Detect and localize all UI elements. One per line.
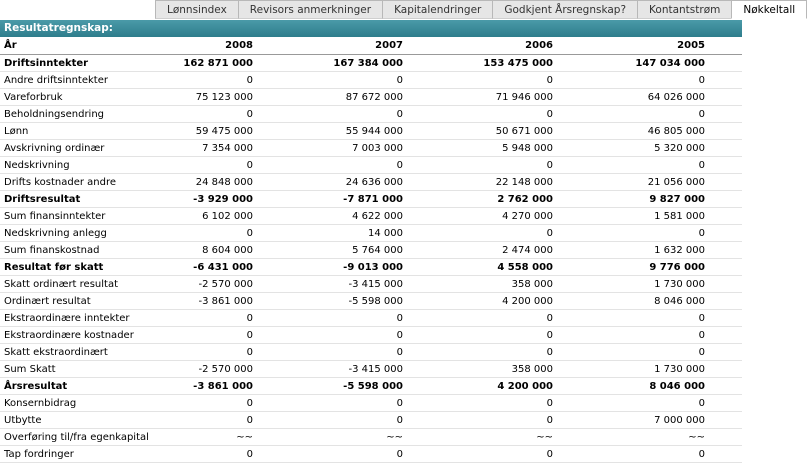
row-label: Nedskrivning anlegg xyxy=(0,225,103,242)
cell-value: 0 xyxy=(555,344,707,361)
cell-value: 0 xyxy=(255,310,405,327)
cell-value: 0 xyxy=(405,344,555,361)
tab-1[interactable]: Revisors anmerkninger xyxy=(238,0,383,19)
cell-value: 50 671 000 xyxy=(405,123,555,140)
cell-value: 46 805 000 xyxy=(555,123,707,140)
column-header-2007: 2007 xyxy=(255,37,405,55)
row-spacer xyxy=(707,242,742,259)
row-spacer xyxy=(707,429,742,446)
column-header-2005: 2005 xyxy=(555,37,707,55)
row-spacer xyxy=(707,378,742,395)
cell-value: 0 xyxy=(555,225,707,242)
cell-value: -6 431 000 xyxy=(103,259,255,276)
row-label: Tap fordringer xyxy=(0,446,103,463)
table-row xyxy=(0,361,742,378)
row-label: Driftsinntekter xyxy=(0,55,103,72)
table-row xyxy=(0,429,742,446)
row-label: Vareforbruk xyxy=(0,89,103,106)
cell-value: 0 xyxy=(555,106,707,123)
cell-value: 5 764 000 xyxy=(255,242,405,259)
row-label: Sum finanskostnad xyxy=(0,242,103,259)
row-spacer xyxy=(707,327,742,344)
row-spacer xyxy=(707,293,742,310)
table-row xyxy=(0,191,742,208)
row-label: Skatt ekstraordinært xyxy=(0,344,103,361)
table-row xyxy=(0,89,742,106)
cell-value: ~~ xyxy=(103,429,255,446)
tab-bar xyxy=(0,0,796,20)
cell-value: 147 034 000 xyxy=(555,55,707,72)
tab-5[interactable]: Nøkkeltall xyxy=(731,0,807,19)
row-spacer xyxy=(707,89,742,106)
cell-value: 7 003 000 xyxy=(255,140,405,157)
cell-value: 8 046 000 xyxy=(555,378,707,395)
table-row xyxy=(0,55,742,72)
cell-value: 0 xyxy=(405,157,555,174)
cell-value: 0 xyxy=(555,446,707,463)
cell-value: 0 xyxy=(103,327,255,344)
cell-value: 4 622 000 xyxy=(255,208,405,225)
table-row xyxy=(0,123,742,140)
row-spacer xyxy=(707,225,742,242)
cell-value: 0 xyxy=(555,395,707,412)
cell-value: 0 xyxy=(555,310,707,327)
table-header-row xyxy=(0,37,742,55)
row-label: Årsresultat xyxy=(0,378,103,395)
row-label: Konsernbidrag xyxy=(0,395,103,412)
table-row xyxy=(0,276,742,293)
cell-value: 75 123 000 xyxy=(103,89,255,106)
cell-value: 167 384 000 xyxy=(255,55,405,72)
cell-value: 8 046 000 xyxy=(555,293,707,310)
row-spacer xyxy=(707,72,742,89)
cell-value: 0 xyxy=(255,106,405,123)
cell-value: 0 xyxy=(255,395,405,412)
cell-value: -3 415 000 xyxy=(255,361,405,378)
row-label: Sum finansinntekter xyxy=(0,208,103,225)
cell-value: 0 xyxy=(405,446,555,463)
table-row xyxy=(0,395,742,412)
tab-2[interactable]: Kapitalendringer xyxy=(382,0,493,19)
cell-value: 1 632 000 xyxy=(555,242,707,259)
cell-value: 5 320 000 xyxy=(555,140,707,157)
cell-value: -5 598 000 xyxy=(255,378,405,395)
cell-value: 7 000 000 xyxy=(555,412,707,429)
cell-value: -9 013 000 xyxy=(255,259,405,276)
row-spacer xyxy=(707,140,742,157)
cell-value: 0 xyxy=(405,106,555,123)
cell-value: 358 000 xyxy=(405,361,555,378)
table-row xyxy=(0,208,742,225)
column-header-year: År xyxy=(0,37,103,55)
cell-value: 0 xyxy=(103,157,255,174)
row-label: Avskrivning ordinær xyxy=(0,140,103,157)
table-row xyxy=(0,293,742,310)
cell-value: -3 861 000 xyxy=(103,378,255,395)
cell-value: 1 730 000 xyxy=(555,361,707,378)
cell-value: 64 026 000 xyxy=(555,89,707,106)
cell-value: 0 xyxy=(255,327,405,344)
row-spacer xyxy=(707,361,742,378)
cell-value: 1 730 000 xyxy=(555,276,707,293)
cell-value: 0 xyxy=(103,395,255,412)
column-spacer xyxy=(707,37,742,55)
table-row xyxy=(0,157,742,174)
cell-value: 59 475 000 xyxy=(103,123,255,140)
cell-value: 358 000 xyxy=(405,276,555,293)
cell-value: -2 570 000 xyxy=(103,361,255,378)
row-label: Skatt ordinært resultat xyxy=(0,276,103,293)
table-row xyxy=(0,106,742,123)
cell-value: -3 861 000 xyxy=(103,293,255,310)
table-row xyxy=(0,225,742,242)
row-spacer xyxy=(707,412,742,429)
section-header: Resultatregnskap: xyxy=(0,20,742,37)
row-spacer xyxy=(707,191,742,208)
cell-value: ~~ xyxy=(255,429,405,446)
cell-value: 7 354 000 xyxy=(103,140,255,157)
cell-value: 4 200 000 xyxy=(405,293,555,310)
cell-value: 0 xyxy=(103,106,255,123)
row-label: Utbytte xyxy=(0,412,103,429)
cell-value: 55 944 000 xyxy=(255,123,405,140)
row-label: Ekstraordinære kostnader xyxy=(0,327,103,344)
cell-value: 5 948 000 xyxy=(405,140,555,157)
cell-value: ~~ xyxy=(405,429,555,446)
cell-value: 2 474 000 xyxy=(405,242,555,259)
cell-value: 0 xyxy=(103,344,255,361)
tab-list xyxy=(155,0,806,20)
table-row xyxy=(0,242,742,259)
table-row xyxy=(0,140,742,157)
tab-3[interactable]: Godkjent Årsregnskap? xyxy=(492,0,638,19)
row-spacer xyxy=(707,259,742,276)
row-label: Resultat før skatt xyxy=(0,259,103,276)
cell-value: 0 xyxy=(255,412,405,429)
cell-value: 0 xyxy=(103,310,255,327)
row-spacer xyxy=(707,395,742,412)
table-row xyxy=(0,327,742,344)
cell-value: 0 xyxy=(555,157,707,174)
cell-value: 14 000 xyxy=(255,225,405,242)
cell-value: 4 558 000 xyxy=(405,259,555,276)
row-spacer xyxy=(707,310,742,327)
row-spacer xyxy=(707,123,742,140)
row-spacer xyxy=(707,106,742,123)
row-label: Nedskrivning xyxy=(0,157,103,174)
row-label: Ordinært resultat xyxy=(0,293,103,310)
cell-value: 0 xyxy=(405,327,555,344)
cell-value: -3 929 000 xyxy=(103,191,255,208)
cell-value: 0 xyxy=(103,446,255,463)
cell-value: -7 871 000 xyxy=(255,191,405,208)
table-row xyxy=(0,446,742,463)
row-label: Beholdningsendring xyxy=(0,106,103,123)
row-label: Overføring til/fra egenkapital xyxy=(0,429,103,446)
cell-value: 8 604 000 xyxy=(103,242,255,259)
row-label: Andre driftsinntekter xyxy=(0,72,103,89)
cell-value: 4 270 000 xyxy=(405,208,555,225)
row-label: Drifts kostnader andre xyxy=(0,174,103,191)
cell-value: 2 762 000 xyxy=(405,191,555,208)
cell-value: 22 148 000 xyxy=(405,174,555,191)
row-spacer xyxy=(707,157,742,174)
row-label: Lønn xyxy=(0,123,103,140)
cell-value: 0 xyxy=(555,72,707,89)
cell-value: 24 636 000 xyxy=(255,174,405,191)
table-row xyxy=(0,412,742,429)
row-label: Driftsresultat xyxy=(0,191,103,208)
table-row xyxy=(0,174,742,191)
cell-value: 0 xyxy=(255,72,405,89)
cell-value: 4 200 000 xyxy=(405,378,555,395)
row-label: Sum Skatt xyxy=(0,361,103,378)
cell-value: 162 871 000 xyxy=(103,55,255,72)
table-row xyxy=(0,378,742,395)
cell-value: 0 xyxy=(405,395,555,412)
cell-value: 0 xyxy=(255,446,405,463)
row-label: Ekstraordinære inntekter xyxy=(0,310,103,327)
cell-value: 0 xyxy=(255,157,405,174)
cell-value: 0 xyxy=(103,72,255,89)
cell-value: 0 xyxy=(255,344,405,361)
row-spacer xyxy=(707,208,742,225)
row-spacer xyxy=(707,344,742,361)
cell-value: 1 581 000 xyxy=(555,208,707,225)
cell-value: 71 946 000 xyxy=(405,89,555,106)
table-row xyxy=(0,344,742,361)
income-statement-table xyxy=(0,37,742,463)
tab-4[interactable]: Kontantstrøm xyxy=(637,0,732,19)
table-row xyxy=(0,310,742,327)
row-spacer xyxy=(707,446,742,463)
cell-value: -3 415 000 xyxy=(255,276,405,293)
cell-value: 0 xyxy=(405,412,555,429)
cell-value: -5 598 000 xyxy=(255,293,405,310)
row-spacer xyxy=(707,55,742,72)
cell-value: 87 672 000 xyxy=(255,89,405,106)
row-spacer xyxy=(707,276,742,293)
cell-value: 0 xyxy=(103,225,255,242)
column-header-2006: 2006 xyxy=(405,37,555,55)
cell-value: 6 102 000 xyxy=(103,208,255,225)
tab-0[interactable]: Lønnsindex xyxy=(155,0,239,19)
row-spacer xyxy=(707,174,742,191)
cell-value: 9 776 000 xyxy=(555,259,707,276)
cell-value: ~~ xyxy=(555,429,707,446)
cell-value: 0 xyxy=(405,310,555,327)
table-row xyxy=(0,72,742,89)
column-header-2008: 2008 xyxy=(103,37,255,55)
cell-value: 24 848 000 xyxy=(103,174,255,191)
cell-value: 21 056 000 xyxy=(555,174,707,191)
cell-value: -2 570 000 xyxy=(103,276,255,293)
cell-value: 0 xyxy=(103,412,255,429)
cell-value: 9 827 000 xyxy=(555,191,707,208)
table-row xyxy=(0,259,742,276)
cell-value: 0 xyxy=(555,327,707,344)
cell-value: 0 xyxy=(405,72,555,89)
cell-value: 153 475 000 xyxy=(405,55,555,72)
cell-value: 0 xyxy=(405,225,555,242)
